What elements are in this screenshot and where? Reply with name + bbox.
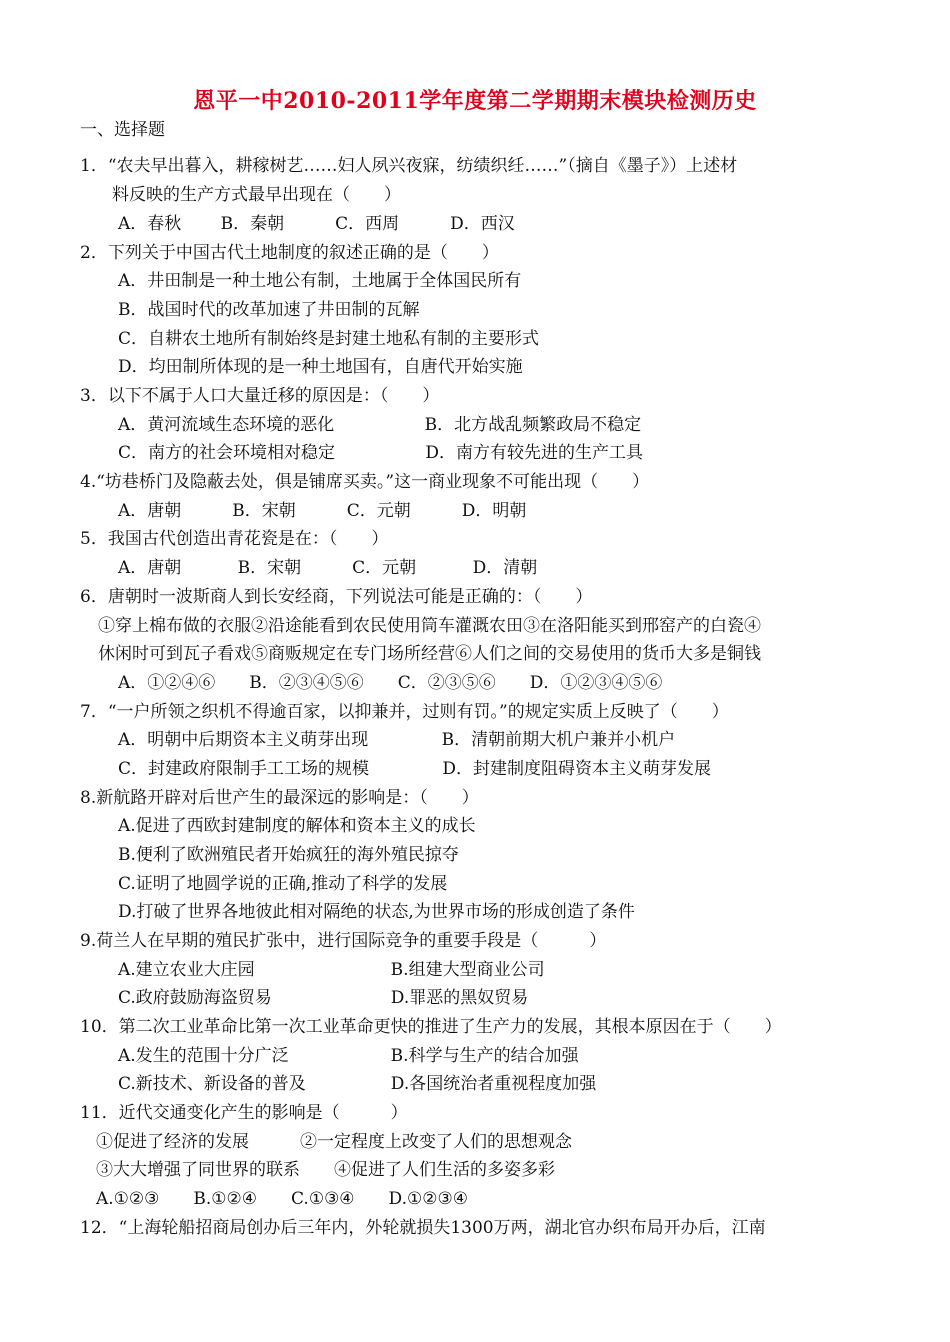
question-8-option-d: D.打破了世界各地彼此相对隔绝的状态,为世界市场的形成创造了条件 — [118, 902, 635, 922]
question-9-stem: 9.荷兰人在早期的殖民扩张中，进行国际竞争的重要手段是（ ） — [80, 931, 607, 951]
page-title: 恩平一中2010-2011学年度第二学期期末模块检测历史 — [193, 88, 757, 114]
question-11-stem: 11．近代交通变化产生的影响是（ ） — [80, 1103, 408, 1123]
question-4-stem: 4.“坊巷桥门及隐蔽去处，俱是铺席买卖。”这一商业现象不可能出现（ ） — [80, 472, 650, 492]
question-8-option-a: A.促进了西欧封建制度的解体和资本主义的成长 — [118, 816, 476, 836]
question-2-option-a: A．井田制是一种土地公有制，土地属于全体国民所有 — [118, 271, 522, 291]
question-11-statements: ①促进了经济的发展 ②一定程度上改变了人们的思想观念 — [96, 1132, 572, 1152]
question-6-statements: ①穿上棉布做的衣服②沿途能看到农民使用筒车灌溉农田③在洛阳能买到邢窑产的白瓷④ — [98, 616, 761, 636]
question-11-statements-cont: ③大大增强了同世界的联系 ④促进了人们生活的多姿多彩 — [96, 1160, 555, 1180]
question-9-options-cd: C.政府鼓励海盗贸易 D.罪恶的黑奴贸易 — [118, 988, 529, 1008]
question-3-options-cd: C．南方的社会环境相对稳定 D．南方有较先进的生产工具 — [118, 443, 644, 463]
question-2-option-b: B．战国时代的改革加速了井田制的瓦解 — [118, 300, 420, 320]
question-4-options: A．唐朝 B．宋朝 C．元朝 D．明朝 — [118, 501, 527, 521]
question-6-options: A．①②④⑥ B．②③④⑤⑥ C．②③⑤⑥ D．①②③④⑤⑥ — [118, 673, 663, 693]
question-2-option-d: D．均田制所体现的是一种土地国有，自唐代开始实施 — [118, 357, 523, 377]
question-6-statements-cont: 休闲时可到瓦子看戏⑤商贩规定在专门场所经营⑥人们之间的交易使用的货币大多是铜钱 — [98, 644, 761, 664]
question-12-stem: 12．“上海轮船招商局创办后三年内，外轮就损失1300万两，湖北官办织布局开办后，江南 — [80, 1218, 766, 1238]
question-5-stem: 5．我国古代创造出青花瓷是在：（ ） — [80, 529, 389, 549]
question-8-stem: 8.新航路开辟对后世产生的最深远的影响是：（ ） — [80, 788, 479, 808]
question-1-options: A．春秋 B．秦朝 C．西周 D．西汉 — [118, 214, 515, 234]
question-7-options-cd: C．封建政府限制手工工场的规模 D．封建制度阻碍资本主义萌芽发展 — [118, 759, 712, 779]
question-7-options-ab: A．明朝中后期资本主义萌芽出现 B．清朝前期大机户兼并小机户 — [118, 730, 676, 750]
question-2-stem: 2．下列关于中国古代土地制度的叙述正确的是（ ） — [80, 243, 499, 263]
question-1-stem: 1．“农夫早出暮入，耕稼树艺……妇人夙兴夜寐，纺绩织纴……”（摘自《墨子》）上述材 — [80, 156, 738, 176]
section-heading: 一、选择题 — [80, 120, 165, 140]
question-6-stem: 6．唐朝时一波斯商人到长安经商，下列说法可能是正确的：（ ） — [80, 587, 593, 607]
question-1-stem-cont: 料反映的生产方式最早出现在（ ） — [112, 185, 401, 205]
question-10-options-cd: C.新技术、新设备的普及 D.各国统治者重视程度加强 — [118, 1074, 597, 1094]
question-10-stem: 10．第二次工业革命比第一次工业革命更快的推进了生产力的发展，其根本原因在于（ ） — [80, 1017, 782, 1037]
question-8-option-b: B.便利了欧洲殖民者开始疯狂的海外殖民掠夺 — [118, 845, 459, 865]
question-3-stem: 3．以下不属于人口大量迁移的原因是：（ ） — [80, 386, 440, 406]
question-9-options-ab: A.建立农业大庄园 B.组建大型商业公司 — [118, 960, 545, 980]
question-10-options-ab: A.发生的范围十分广泛 B.科学与生产的结合加强 — [118, 1046, 579, 1066]
question-3-options-ab: A．黄河流域生态环境的恶化 B．北方战乱频繁政局不稳定 — [118, 415, 642, 435]
question-5-options: A．唐朝 B．宋朝 C．元朝 D．清朝 — [118, 558, 538, 578]
question-8-option-c: C.证明了地圆学说的正确,推动了科学的发展 — [118, 874, 448, 894]
question-7-stem: 7．“一户所领之织机不得逾百家，以抑兼并，过则有罚。”的规定实质上反映了（ ） — [80, 702, 729, 722]
question-11-options: A.①②③ B.①②④ C.①③④ D.①②③④ — [96, 1189, 468, 1209]
question-2-option-c: C．自耕农土地所有制始终是封建土地私有制的主要形式 — [118, 329, 540, 349]
